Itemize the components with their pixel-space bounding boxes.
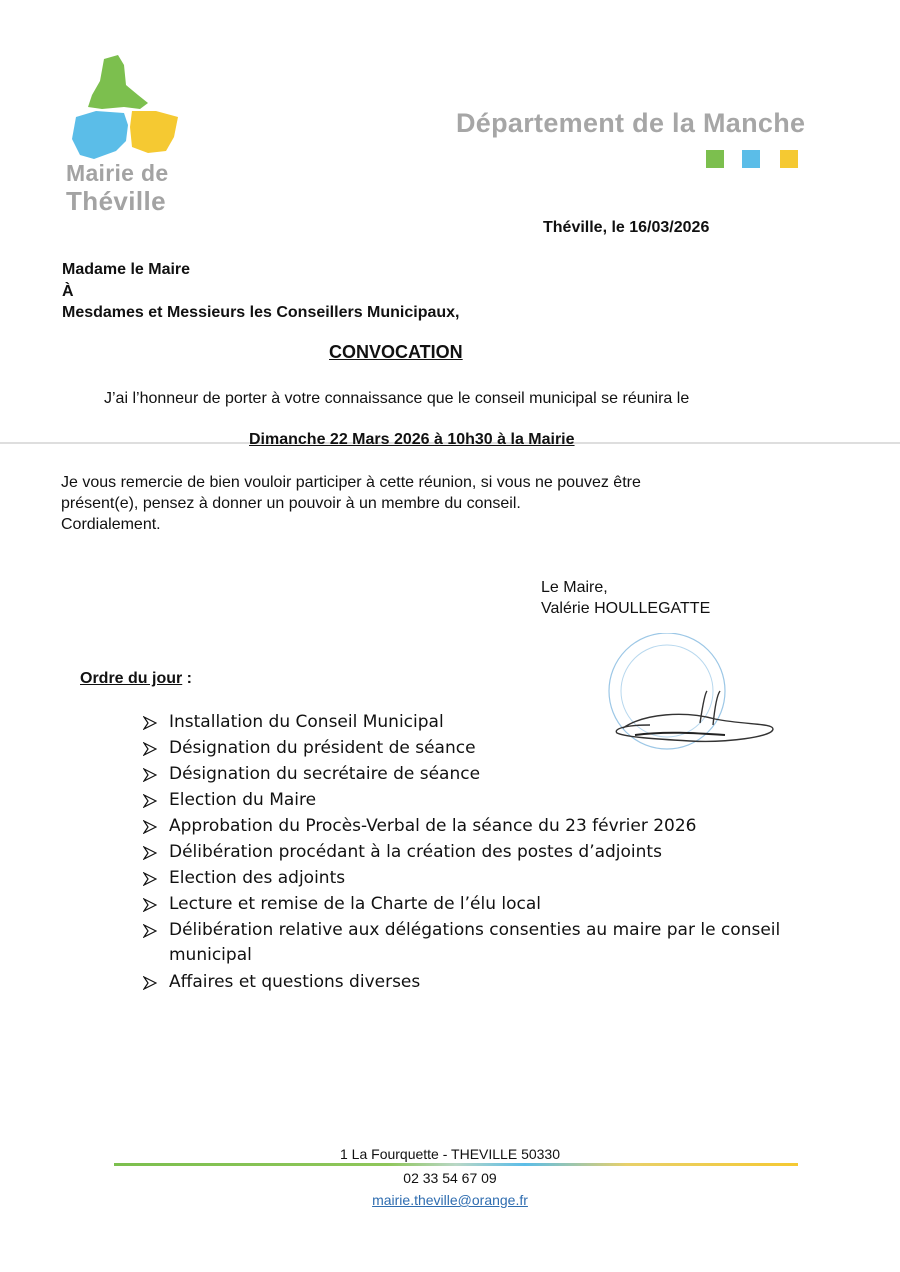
agenda-item-text: Désignation du secrétaire de séance [169,764,481,784]
arrow-bullet-icon [143,716,157,730]
addressee-connector: À [62,283,74,300]
green-square-icon [706,150,724,168]
arrow-bullet-icon [143,976,157,990]
agenda-item-text: Délibération relative aux délégations consenties au maire par le conseil [169,920,781,940]
arrow-bullet-icon [143,872,157,886]
arrow-bullet-icon [143,898,157,912]
agenda-item-text: Election des adjoints [169,868,346,888]
intro-text: J’ai l’honneur de porter à votre connaissance que le conseil municipal se réunira le [104,390,690,407]
agenda-item-text: Affaires et questions diverses [169,972,421,992]
arrow-bullet-icon [143,794,157,808]
signatory-title: Le Maire, [541,579,608,596]
department-title: Département de la Manche [456,108,806,138]
footer-email [0,1192,900,1208]
mairie-logo-icon [66,55,184,167]
agenda-item-9-continuation: municipal [169,945,252,965]
recipients: Mesdames et Messieurs les Conseillers Municipaux, [62,304,460,321]
arrow-bullet-icon [143,846,157,860]
email-link[interactable]: mairie.theville@orange.fr [372,1192,528,1208]
body-line-2: présent(e), pensez à donner un pouvoir à un membre du conseil. [61,495,521,512]
place-date: Théville, le 16/03/2026 [543,219,710,236]
arrow-bullet-icon [143,742,157,756]
agenda-title [80,670,192,688]
arrow-bullet-icon [143,924,157,938]
logo-text-line1: Mairie de [66,160,169,186]
agenda-item-text: Installation du Conseil Municipal [169,712,444,732]
body-line-1: Je vous remercie de bien vouloir participer à cette réunion, si vous ne pouvez être [61,474,641,491]
footer-color-bar [114,1163,798,1166]
signatory-name: Valérie HOULLEGATTE [541,600,711,617]
agenda-item-text: Approbation du Procès-Verbal de la séance du 23 février 2026 [169,816,697,836]
footer-phone: 02 33 54 67 09 [403,1170,497,1186]
agenda-title-text: Ordre du jour [80,670,183,687]
logo-text-line2: Théville [66,186,167,216]
sender: Madame le Maire [62,261,191,278]
footer-address [0,1146,900,1162]
arrow-bullet-icon [143,820,157,834]
meeting-date: Dimanche 22 Mars 2026 à 10h30 à la Mairie [249,431,575,448]
document-title: CONVOCATION [329,342,463,362]
closing: Cordialement. [61,516,161,533]
yellow-square-icon [780,150,798,168]
stamp-signature-icon [595,633,780,758]
agenda-title-colon: : [182,670,193,687]
blue-square-icon [742,150,760,168]
agenda-item-text: Délibération procédant à la création des postes d’adjoints [169,842,662,862]
agenda-item-text: Désignation du président de séance [169,738,476,758]
arrow-bullet-icon [143,768,157,782]
footer-address-text: 1 La Fourquette - THEVILLE 50330 [340,1146,560,1162]
agenda-item-text: Election du Maire [169,790,317,810]
agenda-item-text: Lecture et remise de la Charte de l’élu local [169,894,542,914]
